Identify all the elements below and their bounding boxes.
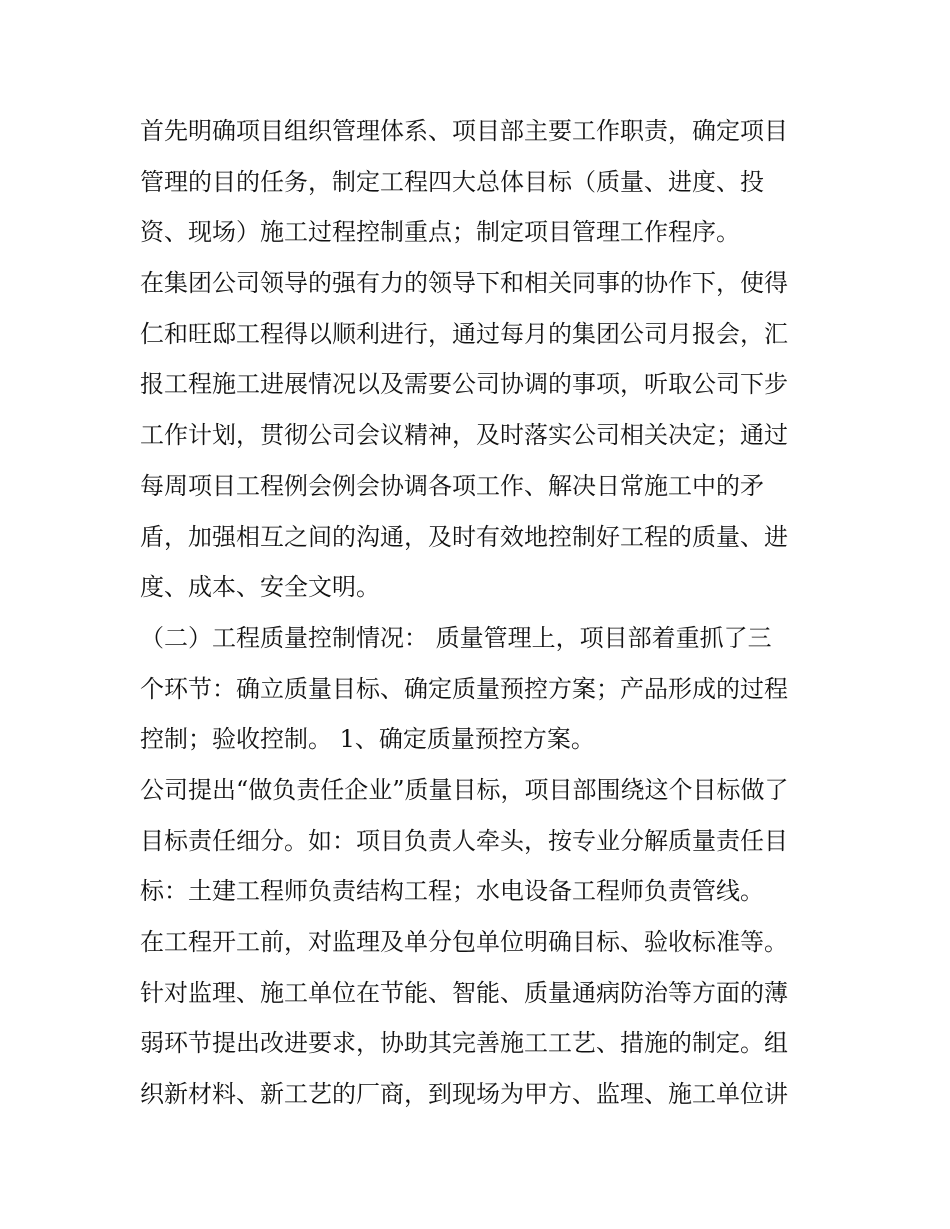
text-line: 资、现场）施工过程控制重点；制定项目管理工作程序。 [140, 218, 740, 247]
text-line: 每周项目工程例会例会协调各项工作、解决日常施工中的矛 [140, 471, 764, 500]
text-line: 首先明确项目组织管理体系、项目部主要工作职责，确定项目 [140, 117, 788, 145]
text-line: 在集团公司领导的强有力的领导下和相关同事的协作下，使得 [140, 269, 788, 298]
text-line: 报工程施工进展情况以及需要公司协调的事项，听取公司下步 [140, 370, 788, 399]
text-line: 标：土建工程师负责结构工程；水电设备工程师负责管线。 [140, 877, 764, 906]
text-line: 针对监理、施工单位在节能、智能、质量通病防治等方面的薄 [140, 978, 788, 1007]
document-body [140, 106, 820, 1120]
text-line: 在工程开工前，对监理及单分包单位明确目标、验收标准等。 [140, 928, 788, 956]
text-line: 盾，加强相互之间的沟通，及时有效地控制好工程的质量、进 [140, 522, 788, 551]
text-line: 目标责任细分。如：项目负责人牵头，按专业分解质量责任目 [140, 826, 788, 855]
text-line: 管理的目的任务，制定工程四大总体目标（质量、进度、投 [140, 167, 764, 196]
text-line: 度、成本、安全文明。 [140, 573, 380, 602]
section-heading-line: （二）工程质量控制情况： 质量管理上，项目部着重抓了三 [140, 623, 772, 652]
text-line: 织新材料、新工艺的厂商，到现场为甲方、监理、施工单位讲 [140, 1080, 788, 1109]
text-line: 工作计划，贯彻公司会议精神，及时落实公司相关决定；通过 [140, 421, 788, 450]
text-line: 个环节：确立质量目标、确定质量预控方案；产品形成的过程 [140, 674, 788, 703]
text-line: 仁和旺邸工程得以顺利进行，通过每月的集团公司月报会，汇 [140, 319, 788, 348]
text-line: 控制；验收控制。 1、确定质量预控方案。 [140, 725, 595, 754]
text-line: 公司提出“做负责任企业”质量目标，项目部围绕这个目标做了 [140, 775, 789, 804]
text-line: 弱环节提出改进要求，协助其完善施工工艺、措施的制定。组 [140, 1029, 788, 1058]
